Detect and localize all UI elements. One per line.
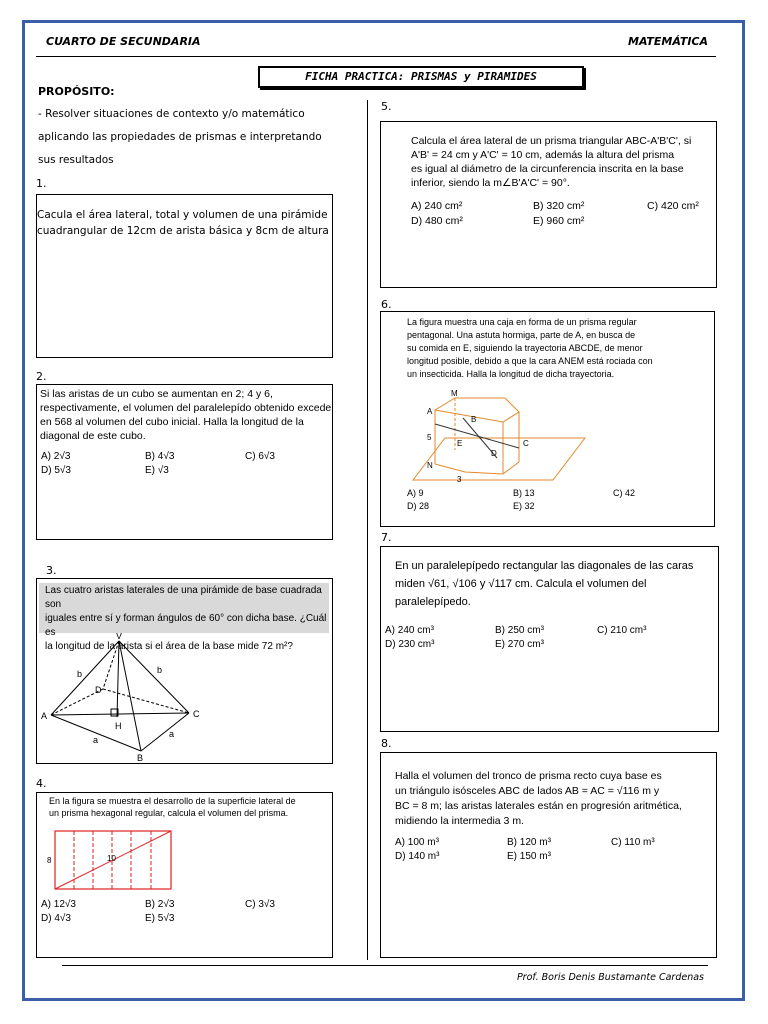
problem-number: 8. bbox=[381, 737, 392, 750]
label-d: D bbox=[95, 685, 102, 695]
option-a: A) 9 bbox=[407, 488, 424, 498]
purpose-title: PROPÓSITO: bbox=[38, 85, 115, 98]
fig-label-n: N bbox=[427, 461, 433, 470]
option-c: C) 420 cm² bbox=[647, 200, 699, 212]
label-c: C bbox=[193, 709, 200, 719]
label-a-edge: a bbox=[169, 729, 175, 739]
fig-label-a: A bbox=[427, 407, 433, 416]
problem-text-line: Las cuatro aristas laterales de una pirámide de base cuadrada son bbox=[45, 585, 322, 610]
option-a: A) 240 cm² bbox=[411, 200, 463, 212]
net-side-label: 8 bbox=[47, 856, 52, 865]
option-d: D) 140 m³ bbox=[395, 851, 440, 862]
footer-divider bbox=[62, 965, 708, 966]
option-e: E) 5√3 bbox=[145, 913, 175, 924]
option-c: C) 3√3 bbox=[245, 899, 275, 910]
option-b: B) 2√3 bbox=[145, 899, 175, 910]
label-a: A bbox=[41, 711, 48, 721]
problem-text-line: diagonal de este cubo. bbox=[40, 430, 146, 442]
problem-number: 2. bbox=[36, 370, 47, 383]
header-grade: CUARTO DE SECUNDARIA bbox=[46, 35, 201, 48]
problem-text-line: respectivamente, el volumen del paralelepído obtenido excede bbox=[40, 402, 332, 414]
problem-5-box bbox=[380, 121, 717, 288]
option-e: E) 32 bbox=[513, 501, 535, 511]
label-b-edge: b bbox=[157, 665, 163, 675]
fig-label-b: B bbox=[471, 415, 477, 424]
problem-number: 1. bbox=[36, 177, 47, 190]
problem-text-line: en 568 al volumen del cubo inicial. Halla la longitud de la bbox=[40, 416, 304, 428]
option-e: E) 270 cm³ bbox=[495, 639, 544, 650]
header-divider bbox=[36, 56, 716, 57]
problem-text-line: Calcula el área lateral de un prisma triangular ABC-A'B'C', si bbox=[411, 135, 692, 147]
label-h: H bbox=[115, 721, 122, 731]
problem-text-line: Si las aristas de un cubo se aumentan en 2; 4 y 6, bbox=[40, 388, 273, 400]
purpose-line: sus resultados bbox=[38, 154, 114, 166]
option-b: B) 320 cm² bbox=[533, 200, 585, 212]
problem-text-line: En la figura se muestra el desarrollo de la superficie lateral de bbox=[49, 796, 296, 806]
option-d: D) 480 cm² bbox=[411, 215, 463, 227]
fig-label-c: C bbox=[523, 439, 529, 448]
option-c: C) 110 m³ bbox=[611, 837, 655, 848]
fig-label-height: 5 bbox=[427, 433, 432, 442]
problem-text-line: Halla el volumen del tronco de prisma recto cuya base es bbox=[395, 770, 662, 782]
option-d: D) 28 bbox=[407, 501, 430, 511]
option-d: D) 230 cm³ bbox=[385, 639, 435, 650]
purpose-line: - Resolver situaciones de contexto y/o matemático bbox=[38, 108, 305, 120]
problem-3-box bbox=[36, 578, 333, 764]
problem-number: 6. bbox=[381, 298, 392, 311]
option-e: E) √3 bbox=[145, 465, 169, 476]
footer-author: Prof. Boris Denis Bustamante Cardenas bbox=[516, 972, 704, 983]
label-v: V bbox=[116, 633, 123, 641]
fig-label-m: M bbox=[451, 389, 458, 398]
problem-text-line: inferior, siendo la m∠B'A'C' = 90°. bbox=[411, 177, 570, 189]
fig-label-d: D bbox=[491, 449, 497, 458]
problem-text-line: miden √61, √106 y √117 cm. Calcula el volumen del bbox=[395, 578, 647, 590]
problem-text-line: cuadrangular de 12cm de arista básica y 8cm de altura bbox=[37, 225, 329, 237]
purpose-line: aplicando las propiedades de prismas e interpretando bbox=[38, 131, 322, 143]
problem-text-line: su comida en E, siguiendo la trayectoria ABCDE, de menor bbox=[407, 343, 643, 353]
option-d: D) 4√3 bbox=[41, 913, 71, 924]
option-c: C) 42 bbox=[613, 488, 636, 498]
problem-text-line: la longitud de la arista si el área de la base mide 72 m²? bbox=[45, 641, 293, 652]
option-c: C) 6√3 bbox=[245, 451, 275, 462]
problem-text-line: un triángulo isósceles ABC de lados AB = AC = √116 m y bbox=[395, 785, 660, 797]
option-a: A) 240 cm³ bbox=[385, 625, 434, 636]
prism-net-figure bbox=[45, 825, 185, 897]
fig-label-e: E bbox=[457, 439, 463, 448]
problem-text-line: un insecticida. Halla la longitud de dicha trayectoria. bbox=[407, 369, 615, 379]
option-b: B) 13 bbox=[513, 488, 535, 498]
problem-text-line: A'B' = 24 cm y A'C' = 10 cm, además la altura del prisma bbox=[411, 149, 675, 161]
problem-7-box bbox=[380, 546, 719, 732]
problem-4-box bbox=[36, 792, 333, 958]
option-e: E) 960 cm² bbox=[533, 215, 585, 227]
option-a: A) 100 m³ bbox=[395, 837, 439, 848]
label-b-edge: b bbox=[77, 669, 83, 679]
problem-text-line: BC = 8 m; las aristas laterales están en progresión aritmética, bbox=[395, 800, 682, 812]
problem-text-line: iguales entre sí y forman ángulos de 60° con dicha base. ¿Cuál es bbox=[45, 613, 327, 638]
option-a: A) 12√3 bbox=[41, 899, 76, 910]
problem-text-line: Cacula el área lateral, total y volumen de una pirámide bbox=[37, 209, 328, 221]
option-d: D) 5√3 bbox=[41, 465, 71, 476]
net-diagonal-label: 10 bbox=[107, 854, 116, 863]
problem-1-box bbox=[36, 194, 333, 358]
column-divider bbox=[367, 100, 368, 960]
problem-8-box bbox=[380, 752, 717, 958]
problem-text-line: longitud posible, debido a que la cara ANEM está rociada con bbox=[407, 356, 653, 366]
problem-number: 7. bbox=[381, 531, 392, 544]
problem-number: 4. bbox=[36, 777, 47, 790]
option-a: A) 2√3 bbox=[41, 451, 71, 462]
worksheet-title: FICHA PRACTICA: PRISMAS y PIRAMIDES bbox=[258, 66, 584, 88]
option-b: B) 120 m³ bbox=[507, 837, 551, 848]
problem-number: 3. bbox=[46, 564, 57, 577]
problem-text-line: paralelepípedo. bbox=[395, 596, 471, 608]
problem-text-line: es igual al diámetro de la circunferencia inscrita en la base bbox=[411, 163, 684, 175]
problem-2-box bbox=[36, 384, 333, 540]
label-b: B bbox=[137, 753, 144, 761]
problem-number: 5. bbox=[381, 100, 392, 113]
problem-text-line: pentagonal. Una astuta hormiga, parte de A, en busca de bbox=[407, 330, 636, 340]
option-b: B) 4√3 bbox=[145, 451, 175, 462]
problem-text-line: En un paralelepípedo rectangular las diagonales de las caras bbox=[395, 560, 694, 572]
problem-text-line: midiendo la intermedia 3 m. bbox=[395, 815, 524, 827]
pentagonal-prism-figure bbox=[405, 388, 605, 486]
fig-label-edge: 3 bbox=[457, 475, 462, 484]
option-b: B) 250 cm³ bbox=[495, 625, 544, 636]
label-a-edge: a bbox=[93, 735, 99, 745]
option-e: E) 150 m³ bbox=[507, 851, 551, 862]
problem-6-box bbox=[380, 311, 715, 527]
problem-text-line: un prisma hexagonal regular, calcula el volumen del prisma. bbox=[49, 808, 289, 818]
option-c: C) 210 cm³ bbox=[597, 625, 647, 636]
header-subject: MATEMÁTICA bbox=[628, 35, 709, 48]
pyramid-figure bbox=[37, 633, 331, 761]
problem-text-line: La figura muestra una caja en forma de un prisma regular bbox=[407, 317, 637, 327]
